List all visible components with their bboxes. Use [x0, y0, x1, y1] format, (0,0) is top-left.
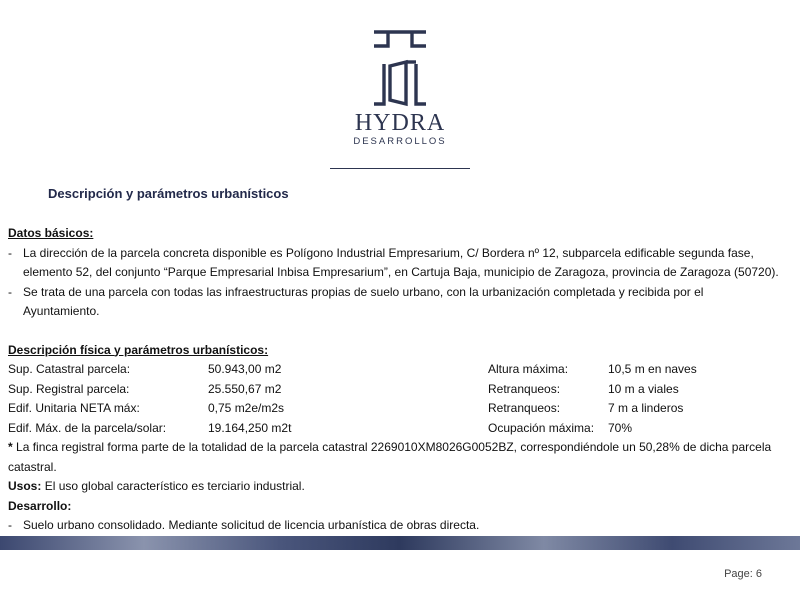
param-value: 50.943,00 m2 — [208, 362, 282, 376]
bullet-text-line: Ayuntamiento. — [23, 304, 100, 318]
bullet-text-line: elemento 52, del conjunto “Parque Empresarial Inbisa Empresarium”, en Cartuja Baja, municipio de Zaragoza, provincia de Zaragoza (50720). — [23, 265, 779, 279]
datos-basicos-heading: Datos básicos: — [8, 226, 94, 240]
param-value: 25.550,67 m2 — [208, 381, 282, 396]
usos-label: Usos: — [8, 479, 42, 493]
brand-subtitle: DESARROLLOS — [353, 136, 447, 147]
param-value: 19.164,250 m2t — [208, 420, 292, 435]
param-label: Ocupación máxima: — [488, 420, 595, 435]
note-text-cont: catastral. — [8, 459, 57, 474]
table-row — [8, 399, 792, 419]
note-asterisk: * — [8, 440, 13, 454]
catastral-note — [8, 438, 792, 458]
bullet-dash: - — [8, 245, 12, 260]
param-label: Edif. Unitaria NETA máx: — [8, 401, 140, 415]
desarrollo-heading: Desarrollo: — [8, 498, 72, 513]
page-number: Page: 6 — [724, 568, 762, 580]
param-label: Retranqueos: — [488, 381, 561, 396]
param-label: Edif. Máx. de la parcela/solar: — [8, 420, 167, 435]
param-label: Sup. Registral parcela: — [8, 381, 130, 396]
param-value: 0,75 m2e/m2s — [208, 401, 285, 415]
list-item — [8, 283, 792, 322]
brand-name: HYDRA — [354, 110, 446, 136]
note-text: La finca registral forma parte de la totalidad de la parcela catastral 2269010XM8026G0052BZ, correspondiéndole un 50,28% de dicha parcela — [16, 440, 772, 454]
bullet-text-line: Suelo urbano consolidado. Mediante solicitud de licencia urbanística de obras directa. — [23, 518, 480, 532]
bullet-text-line: Se trata de una parcela con todas las infraestructuras propias de suelo urbano, con la urbanización completada y recibida por el — [23, 284, 704, 299]
decorative-footer-band — [0, 536, 800, 550]
table-row — [8, 380, 792, 400]
param-value: 70% — [608, 420, 633, 435]
param-value: 10,5 m en naves — [608, 362, 697, 376]
param-value: 7 m a linderos — [608, 401, 684, 415]
parameters-table — [8, 360, 792, 438]
section-title: Descripción y parámetros urbanísticos — [48, 186, 289, 201]
usos-text: El uso global característico es terciario industrial. — [44, 479, 305, 493]
hydra-logo-icon — [368, 22, 432, 108]
param-value: 10 m a viales — [608, 381, 679, 396]
param-label: Retranqueos: — [488, 401, 561, 415]
bullet-text-line: La dirección de la parcela concreta disponible es Polígono Industrial Empresarium, C/ Bordera nº 12, subparcela edificable segunda fase, — [23, 245, 754, 260]
list-item — [8, 516, 792, 536]
list-item — [8, 244, 792, 283]
usos-line — [8, 477, 792, 497]
table-row — [8, 419, 792, 439]
param-label: Altura máxima: — [488, 362, 569, 376]
bullet-dash: - — [8, 284, 12, 299]
logo — [330, 22, 470, 148]
descripcion-fisica-heading: Descripción física y parámetros urbanísticos: — [8, 342, 269, 357]
table-row — [8, 360, 792, 380]
bullet-dash: - — [8, 518, 12, 532]
logo-divider — [330, 168, 470, 169]
document-body — [8, 224, 792, 536]
param-label: Sup. Catastral parcela: — [8, 362, 131, 376]
